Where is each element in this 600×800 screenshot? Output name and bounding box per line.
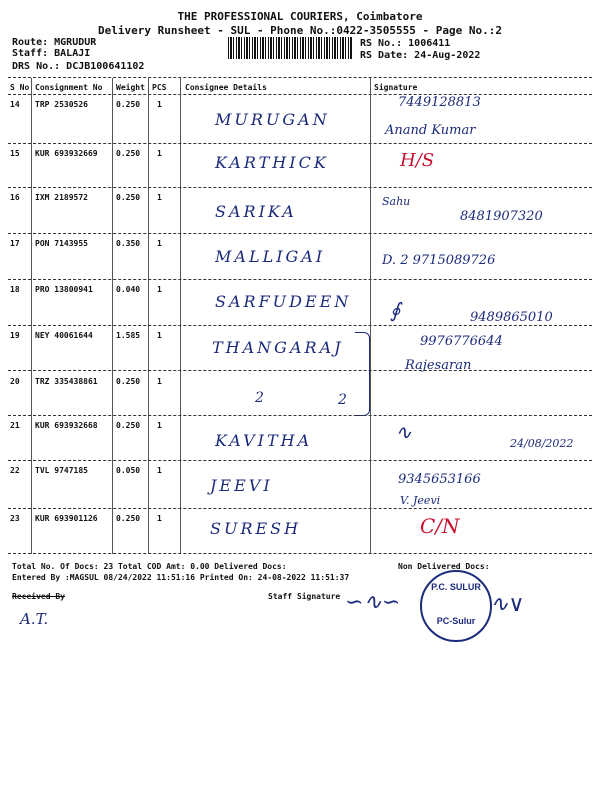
- row-consignment: PON 7143955: [35, 239, 88, 248]
- row-weight: 0.250: [116, 421, 141, 430]
- row-consignment: KUR 693932669: [35, 149, 98, 158]
- entered-by-line: Entered By :MAGSUL 08/24/2022 11:51:16 Printed On: 24-08-2022 11:51:37: [12, 573, 350, 582]
- consignee-name: SARIKA: [215, 202, 297, 221]
- row-pcs: 1: [157, 466, 162, 475]
- signature-text: 9489865010: [470, 310, 553, 325]
- row-pcs: 1: [157, 239, 162, 248]
- consignee-name: SURESH: [210, 519, 302, 538]
- row-pcs: 1: [157, 377, 162, 386]
- row-consignment: KUR 693901126: [35, 514, 98, 523]
- row-weight: 0.250: [116, 377, 141, 386]
- staff-signature-scribble-icon: ∽∿∽: [345, 590, 401, 615]
- row-sno: 16: [10, 193, 20, 202]
- receiver-initials: A.T.: [20, 610, 49, 628]
- consignee-name: MURUGAN: [215, 110, 330, 129]
- row-divider: [8, 508, 592, 509]
- row-sno: 14: [10, 100, 20, 109]
- row-divider: [8, 325, 592, 326]
- signature-text: C/N: [420, 514, 460, 538]
- barcode: [228, 37, 353, 59]
- stamp-top-text: P.C. SULUR: [431, 582, 481, 592]
- row-consignment: NEY 40061644: [35, 331, 93, 340]
- signature-text: 24/08/2022: [510, 437, 574, 450]
- row-sno: 20: [10, 377, 20, 386]
- consignee-name: THANGARAJ: [212, 338, 344, 357]
- consignee-name: KAVITHA: [215, 431, 313, 450]
- row-consignment: TVL 9747185: [35, 466, 88, 475]
- consignee-name: KARTHICK: [215, 153, 329, 172]
- pieces-count-mark: 2: [338, 392, 347, 408]
- row-pcs: 1: [157, 514, 162, 523]
- col-pcs: PCS: [152, 83, 167, 92]
- row-sno: 18: [10, 285, 20, 294]
- consignee-name: MALLIGAI: [215, 247, 326, 266]
- col-divider: [31, 78, 32, 554]
- col-weight: Weight: [116, 83, 145, 92]
- col-sno: S No: [10, 83, 30, 92]
- col-divider: [180, 78, 181, 554]
- bracket-mark: [355, 332, 370, 416]
- row-divider: [8, 233, 592, 234]
- col-divider: [112, 78, 113, 554]
- row-sno: 17: [10, 239, 20, 248]
- row-sno: 22: [10, 466, 20, 475]
- row-weight: 0.250: [116, 514, 141, 523]
- signature-text: D. 2 9715089726: [382, 253, 496, 268]
- row-pcs: 1: [157, 285, 162, 294]
- row-divider: [8, 553, 592, 554]
- row-pcs: 1: [157, 100, 162, 109]
- row-consignment: KUR 693932668: [35, 421, 98, 430]
- row-weight: 0.250: [116, 193, 141, 202]
- signature-text: Sahu: [382, 195, 411, 208]
- row-divider: [8, 279, 592, 280]
- row-sno: 15: [10, 149, 20, 158]
- col-divider: [148, 78, 149, 554]
- row-consignment: PRO 13800941: [35, 285, 93, 294]
- col-consignee: Consignee Details: [185, 83, 267, 92]
- rs-date: RS Date: 24-Aug-2022: [360, 50, 481, 61]
- received-by-label: Received By: [12, 592, 65, 601]
- consignee-name: JEEVI: [210, 476, 273, 495]
- row-sno: 21: [10, 421, 20, 430]
- office-stamp: [420, 570, 492, 642]
- signature-text: 7449128813: [398, 95, 481, 110]
- header-rule-top: [8, 77, 592, 78]
- row-divider: [8, 370, 592, 371]
- row-weight: 0.250: [116, 100, 141, 109]
- staff-label: Staff: BALAJI: [12, 48, 91, 59]
- row-weight: 0.040: [116, 285, 141, 294]
- header-rule-bottom: [8, 94, 592, 95]
- row-sno: 19: [10, 331, 20, 340]
- signature-text: 9976776644: [420, 334, 503, 349]
- signature-text: 9345653166: [398, 472, 481, 487]
- signature-text: V. Jeevi: [400, 494, 441, 507]
- consignee-name: 2: [255, 390, 264, 406]
- row-divider: [8, 415, 592, 416]
- route-label: Route: MGRUDUR: [12, 37, 97, 48]
- totals-line: Total No. Of Docs: 23 Total COD Amt: 0.00 Delivered Docs:: [12, 562, 287, 571]
- non-delivered-label: Non Delivered Docs:: [398, 562, 490, 571]
- row-consignment: IXM 2189572: [35, 193, 88, 202]
- signature-scribble-icon: ∮: [390, 298, 401, 322]
- signature-text: Rajesaran: [405, 358, 472, 373]
- row-sno: 23: [10, 514, 20, 523]
- row-weight: 0.350: [116, 239, 141, 248]
- row-consignment: TRP 2530526: [35, 100, 88, 109]
- row-divider: [8, 143, 592, 144]
- staff-signature-label: Staff Signature: [268, 592, 341, 601]
- rs-number: RS No.: 1006411: [360, 38, 451, 49]
- row-pcs: 1: [157, 149, 162, 158]
- col-consignment: Consignment No: [35, 83, 103, 92]
- row-pcs: 1: [157, 331, 162, 340]
- consignee-name: SARFUDEEN: [215, 292, 352, 311]
- runsheet-subtitle: Delivery Runsheet - SUL - Phone No.:0422-3505555 - Page No.:2: [98, 24, 502, 37]
- row-pcs: 1: [157, 193, 162, 202]
- row-weight: 0.250: [116, 149, 141, 158]
- col-divider: [370, 78, 371, 554]
- row-consignment: TRZ 335438861: [35, 377, 98, 386]
- company-title: THE PROFESSIONAL COURIERS, Coimbatore: [177, 10, 423, 23]
- col-signature: Signature: [374, 83, 418, 92]
- stamp-bottom-text: PC-Sulur: [436, 616, 476, 626]
- row-divider: [8, 460, 592, 461]
- row-pcs: 1: [157, 421, 162, 430]
- row-weight: 1.585: [116, 331, 141, 340]
- staff-signature-scribble-icon: ∿∨: [490, 592, 525, 617]
- row-weight: 0.050: [116, 466, 141, 475]
- row-divider: [8, 187, 592, 188]
- signature-text: Anand Kumar: [385, 123, 476, 138]
- drs-number: DRS No.: DCJB100641102: [12, 61, 145, 72]
- signature-text: H/S: [400, 150, 435, 171]
- signature-scribble-icon: ∿: [395, 420, 412, 444]
- signature-text: 8481907320: [460, 209, 543, 224]
